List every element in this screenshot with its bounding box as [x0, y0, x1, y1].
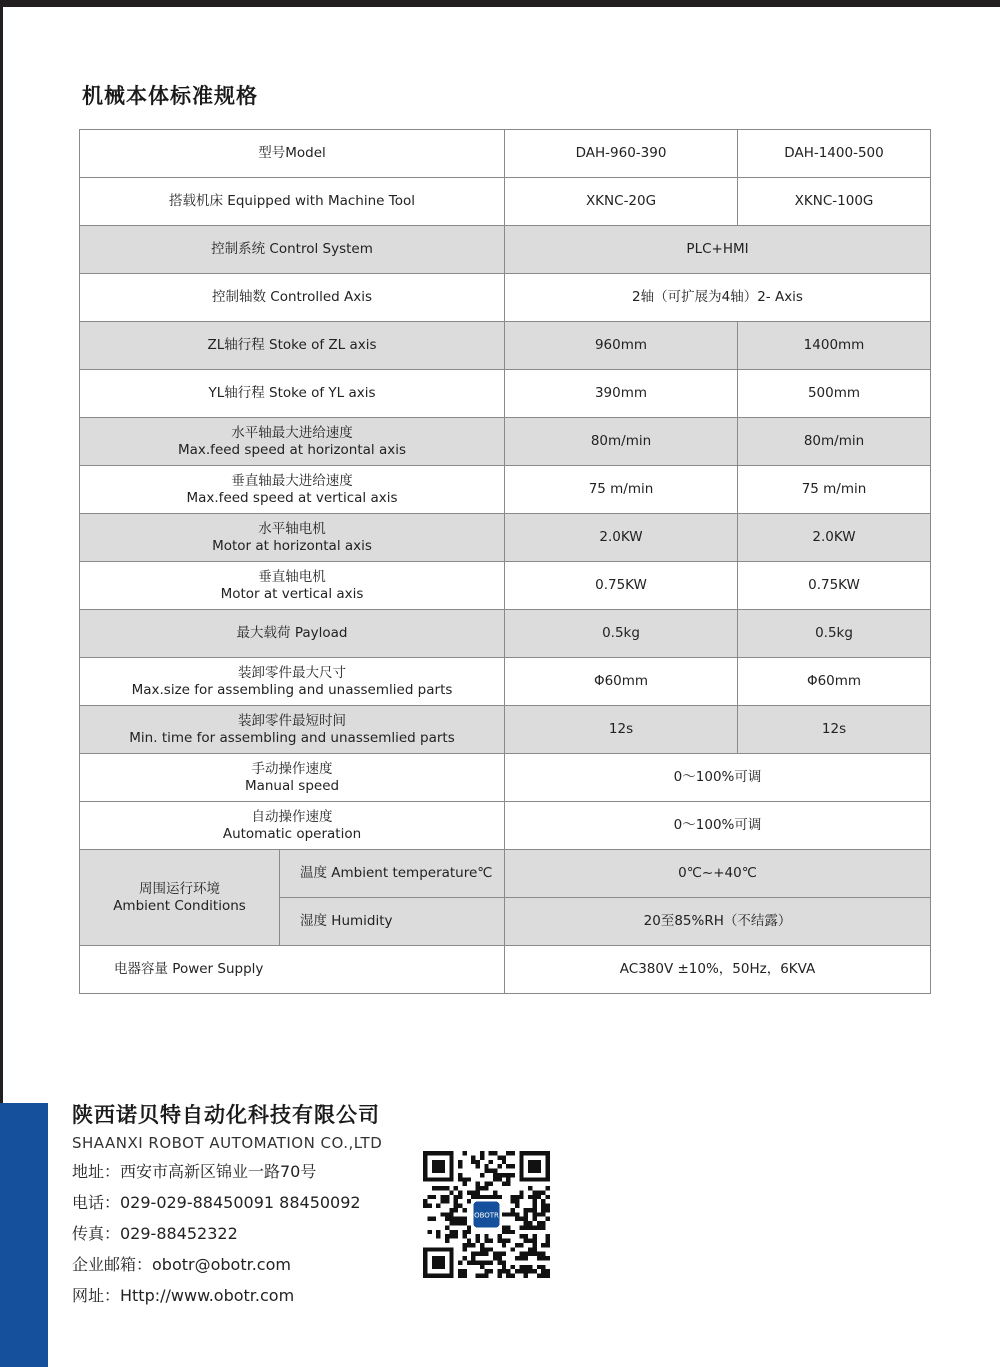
row-label-text: YL轴行程 Stoke of YL axis	[208, 385, 376, 401]
row-label-cell	[80, 658, 505, 706]
row-label-cell	[80, 322, 505, 370]
row-label-text: Automatic operation	[222, 825, 362, 842]
row-value-cell: XKNC-20G	[505, 178, 738, 226]
row-label-text: Max.size for assembling and unassemlied parts	[131, 681, 453, 698]
spec-table	[79, 129, 931, 994]
row-label-text: Max.feed speed at vertical axis	[186, 489, 398, 506]
table-row-power	[80, 946, 931, 994]
row-label-text: 控制轴数 Controlled Axis	[211, 289, 373, 305]
row-value-cell: 0～100%可调	[505, 754, 931, 802]
power-label-cell: 电器容量 Power Supply	[80, 946, 505, 994]
row-label-cell	[80, 514, 505, 562]
top-border	[0, 0, 1000, 7]
row-label-cell	[80, 610, 505, 658]
row-label-text: 控制系统 Control System	[211, 241, 373, 257]
row-value-cell: 12s	[505, 706, 738, 754]
row-label-text: 搭载机床 Equipped with Machine Tool	[169, 193, 415, 209]
table-row-model	[80, 130, 931, 178]
row-label-cell	[80, 274, 505, 322]
row-label-text: 垂直轴最大进给速度	[231, 472, 353, 489]
humidity-label-cell: 湿度 Humidity	[280, 898, 505, 946]
row-value-cell: 80m/min	[505, 418, 738, 466]
table-row	[80, 370, 931, 418]
row-value-cell: 12s	[738, 706, 931, 754]
row-label-cell	[80, 562, 505, 610]
row-value-cell: Φ60mm	[505, 658, 738, 706]
row-value-cell: 2.0KW	[738, 514, 931, 562]
row-value-cell: PLC+HMI	[505, 226, 931, 274]
row-label-text: 装卸零件最大尺寸	[238, 664, 346, 681]
row-label-text: Min. time for assembling and unassemlied parts	[129, 729, 455, 746]
model-1-cell: DAH-960-390	[505, 130, 738, 178]
qr-code-icon[interactable]	[423, 1151, 550, 1278]
table-row	[80, 802, 931, 850]
qr-logo-text: OBOTR	[474, 1211, 499, 1220]
row-label-text: 水平轴最大进给速度	[231, 424, 353, 441]
row-value-cell: Φ60mm	[738, 658, 931, 706]
table-row	[80, 514, 931, 562]
company-name-en: SHAANXI ROBOT AUTOMATION CO.,LTD	[72, 1134, 383, 1152]
ambient-label-cell	[80, 850, 280, 946]
website-link[interactable]: 网址：Http://www.obotr.com	[72, 1286, 295, 1305]
row-label-text: 手动操作速度	[251, 760, 333, 777]
row-label-text: 自动操作速度	[251, 808, 333, 825]
ambient-label-en: Ambient Conditions	[113, 897, 246, 914]
row-label-cell	[80, 754, 505, 802]
table-row	[80, 658, 931, 706]
row-value-cell: XKNC-100G	[738, 178, 931, 226]
temp-label-cell: 温度 Ambient temperature℃	[280, 850, 505, 898]
row-label-cell	[80, 226, 505, 274]
fax-text: 传真：029-88452322	[72, 1224, 238, 1243]
row-value-cell: 80m/min	[738, 418, 931, 466]
row-label-cell	[80, 418, 505, 466]
ambient-label-cn: 周围运行环境	[139, 880, 220, 897]
table-row	[80, 562, 931, 610]
table-row	[80, 322, 931, 370]
table-row	[80, 706, 931, 754]
table-row	[80, 274, 931, 322]
company-info	[72, 1100, 382, 1311]
row-label-text: Max.feed speed at horizontal axis	[177, 441, 407, 458]
row-value-cell: 2轴（可扩展为4轴）2- Axis	[505, 274, 931, 322]
row-value-cell: 0～100%可调	[505, 802, 931, 850]
row-value-cell: 390mm	[505, 370, 738, 418]
table-row	[80, 466, 931, 514]
row-label-cell	[80, 466, 505, 514]
row-value-cell: 0.75KW	[505, 562, 738, 610]
row-value-cell: 1400mm	[738, 322, 931, 370]
row-label-text: Motor at horizontal axis	[212, 537, 372, 554]
row-label-text: 垂直轴电机	[258, 568, 326, 585]
row-value-cell: 75 m/min	[738, 466, 931, 514]
row-label-cell	[80, 370, 505, 418]
model-label-cell: 型号Model	[80, 130, 505, 178]
row-label-text: 装卸零件最短时间	[238, 712, 346, 729]
phone-text: 电话：029-029-88450091 88450092	[72, 1193, 361, 1212]
humidity-value-cell: 20至85%RH（不结露）	[505, 898, 931, 946]
row-value-cell: 0.5kg	[738, 610, 931, 658]
row-value-cell: 0.75KW	[738, 562, 931, 610]
page-title: 机械本体标准规格	[82, 84, 258, 108]
power-value-cell: AC380V ±10%，50Hz，6KVA	[505, 946, 931, 994]
table-row-ambient-temp	[80, 850, 931, 898]
row-value-cell: 0.5kg	[505, 610, 738, 658]
table-row	[80, 610, 931, 658]
email-link[interactable]: 企业邮箱：obotr@obotr.com	[72, 1255, 291, 1274]
row-value-cell: 2.0KW	[505, 514, 738, 562]
address-text: 地址：西安市高新区锦业一路70号	[72, 1162, 317, 1181]
row-value-cell: 75 m/min	[505, 466, 738, 514]
row-label-text: ZL轴行程 Stoke of ZL axis	[207, 337, 377, 353]
row-label-text: Manual speed	[244, 777, 340, 794]
table-row	[80, 418, 931, 466]
row-label-text: Motor at vertical axis	[220, 585, 364, 602]
company-name-cn: 陕西诺贝特自动化科技有限公司	[72, 1103, 380, 1127]
row-label-text: 水平轴电机	[258, 520, 326, 537]
temp-value-cell: 0℃~+40℃	[505, 850, 931, 898]
row-value-cell: 500mm	[738, 370, 931, 418]
table-row	[80, 226, 931, 274]
model-2-cell: DAH-1400-500	[738, 130, 931, 178]
row-label-cell	[80, 802, 505, 850]
row-value-cell: 960mm	[505, 322, 738, 370]
row-label-cell	[80, 706, 505, 754]
row-label-text: 最大载荷 Payload	[236, 625, 348, 641]
table-row	[80, 754, 931, 802]
table-row	[80, 178, 931, 226]
accent-bar	[0, 1103, 48, 1367]
row-label-cell	[80, 178, 505, 226]
